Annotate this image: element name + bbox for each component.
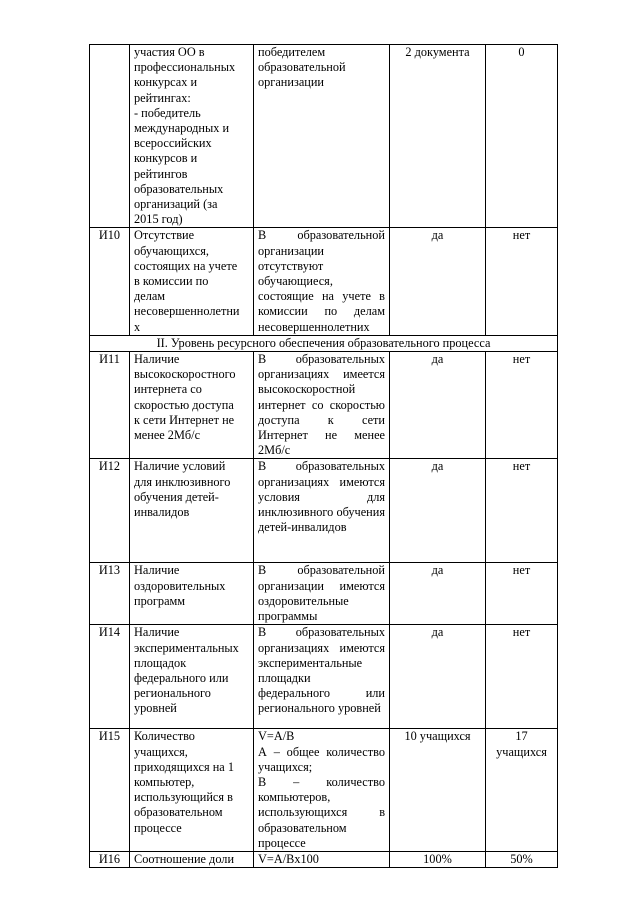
indicator-name: Наличие высокоскоростного интернета со скоростью доступа к сети Интернет не менее 2Мб/с [130, 352, 254, 459]
value-high: 10 учащихся [390, 729, 486, 852]
indicator-name: Отсутствие обучающихся, состоящих на учете в комиссии по делам несовершеннолетни х [130, 228, 254, 335]
value-high: да [390, 352, 486, 459]
table-row [90, 459, 558, 563]
value-high: да [390, 459, 486, 563]
table-row [90, 851, 558, 867]
value-low: 17 учащихся [486, 729, 558, 852]
table-row [90, 45, 558, 228]
value-low: 50% [486, 851, 558, 867]
indicator-name: Наличие условий для инклюзивного обучения детей- инвалидов [130, 459, 254, 563]
section-row [90, 335, 558, 351]
indicator-name: Наличие экспериментальных площадок федерального или регионального уровней [130, 625, 254, 729]
value-high: 100% [390, 851, 486, 867]
indicator-code: И10 [90, 228, 130, 335]
value-low: нет [486, 563, 558, 625]
indicator-code: И16 [90, 851, 130, 867]
value-low: нет [486, 352, 558, 459]
section-title: II. Уровень ресурсного обеспечения образовательного процесса [90, 335, 558, 351]
value-low: нет [486, 228, 558, 335]
indicator-code [90, 45, 130, 228]
indicator-code: И14 [90, 625, 130, 729]
indicator-code: И15 [90, 729, 130, 852]
table-row [90, 228, 558, 335]
table-row [90, 352, 558, 459]
indicator-criterion: победителем образовательной организации [254, 45, 390, 228]
indicator-criterion: В образовательных организациях имеются условия для инклюзивного обучения детей-инвалидов [254, 459, 390, 563]
value-high: да [390, 228, 486, 335]
indicator-code: И12 [90, 459, 130, 563]
value-high: да [390, 625, 486, 729]
table-row [90, 729, 558, 852]
indicator-criterion: В образовательных организациях имеются экспериментальные площадки федерального или регионального уровней [254, 625, 390, 729]
indicator-name: Наличие оздоровительных программ [130, 563, 254, 625]
indicators-table [89, 44, 558, 868]
indicator-code: И11 [90, 352, 130, 459]
value-high: 2 документа [390, 45, 486, 228]
value-low: 0 [486, 45, 558, 228]
value-high: да [390, 563, 486, 625]
indicator-criterion: В образовательной организации имеются оздоровительные программы [254, 563, 390, 625]
indicator-code: И13 [90, 563, 130, 625]
table-row [90, 563, 558, 625]
indicator-criterion: В образовательной организации отсутствуют обучающиеся, состоящие на учете в комиссии по делам несовершеннолетних [254, 228, 390, 335]
indicator-name: Соотношение доли [130, 851, 254, 867]
table-row [90, 625, 558, 729]
value-low: нет [486, 625, 558, 729]
indicator-name: участия ОО в профессиональных конкурсах и рейтингах: - победитель международных и всероссийских конкурсов и рейтингов образовательных организаций (за 2015 год) [130, 45, 254, 228]
indicator-criterion: В образовательных организациях имеется высокоскоростной интернет со скоростью доступа к сети Интернет не менее 2Мб/с [254, 352, 390, 459]
indicator-criterion: V=A/Bx100 [254, 851, 390, 867]
indicator-name: Количество учащихся, приходящихся на 1 компьютер, использующийся в образовательном процессе [130, 729, 254, 852]
indicator-criterion: V=A/B А – общее количество учащихся; В – количество компьютеров, использующихся в образовательном процессе [254, 729, 390, 852]
value-low: нет [486, 459, 558, 563]
